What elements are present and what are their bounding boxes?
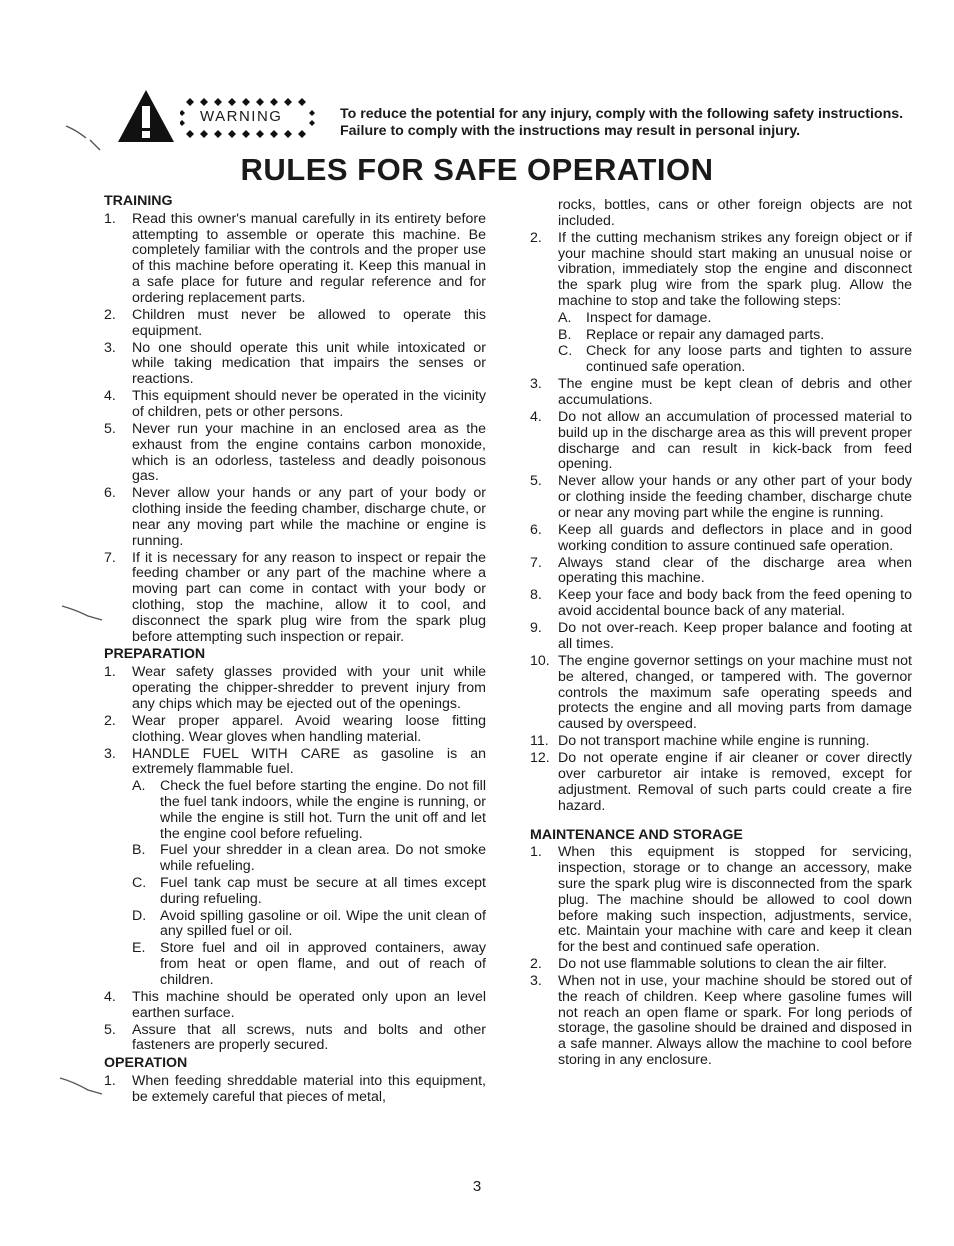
list-item — [530, 751, 912, 814]
item-number: 1. — [104, 210, 116, 227]
list-item — [530, 734, 912, 750]
item-number: 2. — [530, 956, 542, 973]
sub-item-letter: A. — [132, 778, 146, 795]
list-item — [104, 665, 486, 712]
item-text: If it is necessary for any reason to inspect or repair the feeding chamber or any part of the machine where a moving part can come in contact with your body or clothing, stop the machine, allow it to cool, and disconnect the spark plug wire from the spark plug before attempting such inspection or repair. — [132, 549, 486, 645]
scan-mark — [64, 118, 104, 152]
list-item — [530, 845, 912, 956]
sub-item — [132, 941, 486, 988]
sub-item-letter: A. — [558, 309, 572, 326]
item-number: 5. — [104, 1021, 116, 1038]
item-number: 1. — [104, 1072, 116, 1089]
item-text: When feeding shreddable material into this equipment, be extemely careful that pieces of metal, — [132, 1072, 486, 1105]
item-number: 6. — [530, 521, 542, 538]
sub-item-text: Check for any loose parts and tighten to assure continued safe operation. — [586, 343, 912, 376]
item-text: Do not allow an accumulation of processed material to build up in the discharge area as this will prevent proper discharge and can result in kick-back from feed opening. — [558, 408, 912, 473]
sub-item-text: Fuel tank cap must be secure at all times except during refueling. — [160, 874, 486, 907]
maintenance-list — [530, 845, 912, 1069]
sub-item-letter: B. — [558, 326, 572, 343]
item-text: Never run your machine in an enclosed area as the exhaust from the engine contains carbon monoxide, which is an odorless, tasteless and deadly poisonous gas. — [132, 420, 486, 485]
item-text: If the cutting mechanism strikes any foreign object or if your machine should start making an unusual noise or vibration, immediately stop the engine and disconnect the spark plug wire from the spark plug. Allow the machine to stop and take the following steps: — [558, 229, 912, 309]
sub-item — [558, 311, 912, 327]
item-text: Keep your face and body back from the feed opening to avoid accidental bounce back of any material. — [558, 587, 912, 620]
sub-item — [558, 344, 912, 376]
list-item — [104, 422, 486, 485]
page-title: RULES FOR SAFE OPERATION — [240, 152, 714, 187]
sub-item-letter: D. — [132, 907, 147, 924]
sub-item-letter: E. — [132, 940, 146, 957]
item-number: 4. — [530, 408, 542, 425]
list-item — [104, 389, 486, 421]
list-item — [104, 486, 486, 549]
sub-item-text: Replace or repair any damaged parts. — [586, 326, 825, 343]
item-text: Children must never be allowed to operate this equipment. — [132, 306, 486, 339]
list-item — [530, 410, 912, 473]
scan-mark — [60, 600, 106, 626]
sub-item-text: Avoid spilling gasoline or oil. Wipe the unit clean of any spilled fuel or oil. — [160, 907, 486, 940]
item-text: Do not use flammable solutions to clean the air filter. — [558, 956, 887, 973]
item-text: Assure that all screws, nuts and bolts and other fasteners are properly secured. — [132, 1021, 486, 1054]
sub-item — [132, 909, 486, 941]
item-number: 7. — [104, 549, 116, 566]
item-text: Keep all guards and deflectors in place and in good working condition to assure continued safe operation. — [558, 521, 912, 554]
list-item — [530, 556, 912, 588]
item-text: Never allow your hands or any other part of your body or clothing inside the feeding chamber, discharge chute or near any moving part while the engine is running. — [558, 473, 912, 521]
list-item — [104, 1074, 486, 1106]
item-text: HANDLE FUEL WITH CARE as gasoline is an extremely flammable fuel. — [132, 745, 486, 778]
item-body — [558, 231, 912, 376]
item-text: The engine must be kept clean of debris and other accumulations. — [558, 376, 912, 408]
item-number: 1. — [530, 844, 542, 861]
list-item — [530, 474, 912, 521]
operation-list — [530, 377, 912, 814]
item-text: The engine governor settings on your machine must not be altered, changed, or tampered with. The governor controls the maximum safe operating speeds and protects the engine and all moving parts from damage caused by overspeed. — [558, 653, 912, 733]
sub-item-text: Store fuel and oil in approved containers, away from heat or open flame, and out of reach of children. — [160, 940, 486, 988]
sub-item-text: Inspect for damage. — [586, 309, 712, 326]
list-item — [530, 231, 912, 376]
warning-text: To reduce the potential for any injury, comply with the following safety instructions. Failure to comply with the instructions may result in personal injury. — [340, 106, 904, 139]
list-item — [104, 308, 486, 340]
item-text: When this equipment is stopped for servicing, inspection, storage or to change an accessory, make sure the spark plug wire is disconnected from the spark plug. The machine should be allowed to cool down before making such inspection, adjustments, service, etc. Maintain your machine with care and keep it clean for the best and continued safe operation. — [558, 844, 912, 956]
list-item — [530, 588, 912, 620]
item-number: 2. — [530, 229, 542, 246]
sub-item — [558, 328, 912, 344]
item-number: 3. — [530, 973, 542, 990]
item-text: Do not transport machine while engine is running. — [558, 733, 870, 750]
warning-triangle-icon — [116, 88, 176, 144]
list-item — [530, 654, 912, 733]
item-number: 8. — [530, 587, 542, 604]
item-number: 4. — [104, 988, 116, 1005]
right-column — [530, 198, 912, 1070]
item-text: Always stand clear of the discharge area when operating this machine. — [558, 554, 912, 587]
list-item — [104, 212, 486, 307]
sub-item-text: Fuel your shredder in a clean area. Do not smoke while refueling. — [160, 842, 486, 875]
list-item — [530, 974, 912, 1069]
item-number: 2. — [104, 712, 116, 729]
item-text: Do not over-reach. Keep proper balance and footing at all times. — [558, 620, 912, 653]
item-number: 5. — [530, 473, 542, 490]
sub-item — [132, 876, 486, 908]
item-text: This machine should be operated only upon an level earthen surface. — [132, 988, 486, 1021]
section-heading-operation: OPERATION — [104, 1055, 188, 1072]
item-number: 4. — [104, 388, 116, 405]
item-text: Never allow your hands or any part of your body or clothing inside the feeding chamber, discharge chute, or near any moving part while the machine or engine is running. — [132, 485, 486, 549]
list-item — [104, 990, 486, 1022]
left-column — [104, 194, 486, 1107]
page-number: 3 — [472, 1178, 482, 1195]
item-number: 2. — [104, 306, 116, 323]
list-item — [104, 714, 486, 746]
section-heading-maintenance: MAINTENANCE AND STORAGE — [530, 826, 743, 843]
item-text: Wear proper apparel. Avoid wearing loose fitting clothing. Wear gloves when handling material. — [132, 712, 486, 745]
sub-list — [132, 779, 486, 988]
list-item — [530, 621, 912, 653]
item-text: Do not operate engine if air cleaner or cover directly over carburetor air intake is removed, except for adjustment. Removal of such parts could create a fire hazard. — [558, 750, 912, 814]
list-item — [530, 957, 912, 973]
item-number: 10. — [530, 653, 550, 669]
item-number: 6. — [104, 485, 116, 502]
item-number: 7. — [530, 554, 542, 571]
warning-label: WARNING — [200, 108, 283, 125]
sub-list — [558, 311, 912, 376]
training-list — [104, 212, 486, 646]
sub-item-letter: C. — [558, 343, 573, 360]
item-text: Read this owner's manual carefully in its entirety before attempting to assemble or operate this machine. Be completely familiar with the controls and the proper use of this machine before operating it. Keep this manual in a safe place for future and regular reference and for ordering replacement parts. — [132, 210, 486, 306]
section-heading-preparation: PREPARATION — [104, 646, 206, 663]
item-text: No one should operate this unit while intoxicated or while taking medication that impairs the senses or reactions. — [132, 339, 486, 388]
item-body — [132, 747, 486, 989]
sub-item-letter: C. — [132, 874, 147, 891]
item-number: 11. — [530, 733, 549, 750]
item-number: 3. — [530, 376, 542, 393]
item-text: When not in use, your machine should be stored out of the reach of children. Keep where gasoline fumes will not reach an open flame or spark. For long periods of storage, the gasoline should be drained and disposed in a safe manner. Always allow the machine to cool before storing in any enclosure. — [558, 973, 912, 1069]
sub-item — [132, 779, 486, 842]
item-continuation: rocks, bottles, cans or other foreign objects are not included. — [558, 197, 912, 229]
item-number: 3. — [104, 339, 116, 356]
item-number: 5. — [104, 420, 116, 437]
item-text: Wear safety glasses provided with your unit while operating the chipper-shredder to prevent injury from any chips which may be ejected out of the openings. — [132, 664, 486, 712]
section-heading-training: TRAINING — [104, 193, 173, 209]
sub-item-letter: B. — [132, 842, 146, 859]
item-number: 12. — [530, 750, 550, 767]
list-item — [104, 341, 486, 388]
item-number: 1. — [104, 664, 116, 681]
list-item — [104, 1023, 486, 1055]
item-number: 9. — [530, 620, 542, 637]
list-item — [104, 747, 486, 989]
list-item — [530, 377, 912, 409]
scan-mark — [58, 1072, 106, 1098]
sub-item-text: Check the fuel before starting the engine. Do not fill the fuel tank indoors, while the engine is running, or while the engine is still hot. Turn the unit off and let the engine cool before refueling. — [160, 778, 486, 842]
item-text: This equipment should never be operated in the vicinity of children, pets or other persons. — [132, 388, 486, 420]
spacer — [530, 816, 912, 828]
sub-item — [132, 843, 486, 875]
list-item — [104, 551, 486, 646]
item-number: 3. — [104, 745, 116, 762]
list-item — [530, 523, 912, 555]
